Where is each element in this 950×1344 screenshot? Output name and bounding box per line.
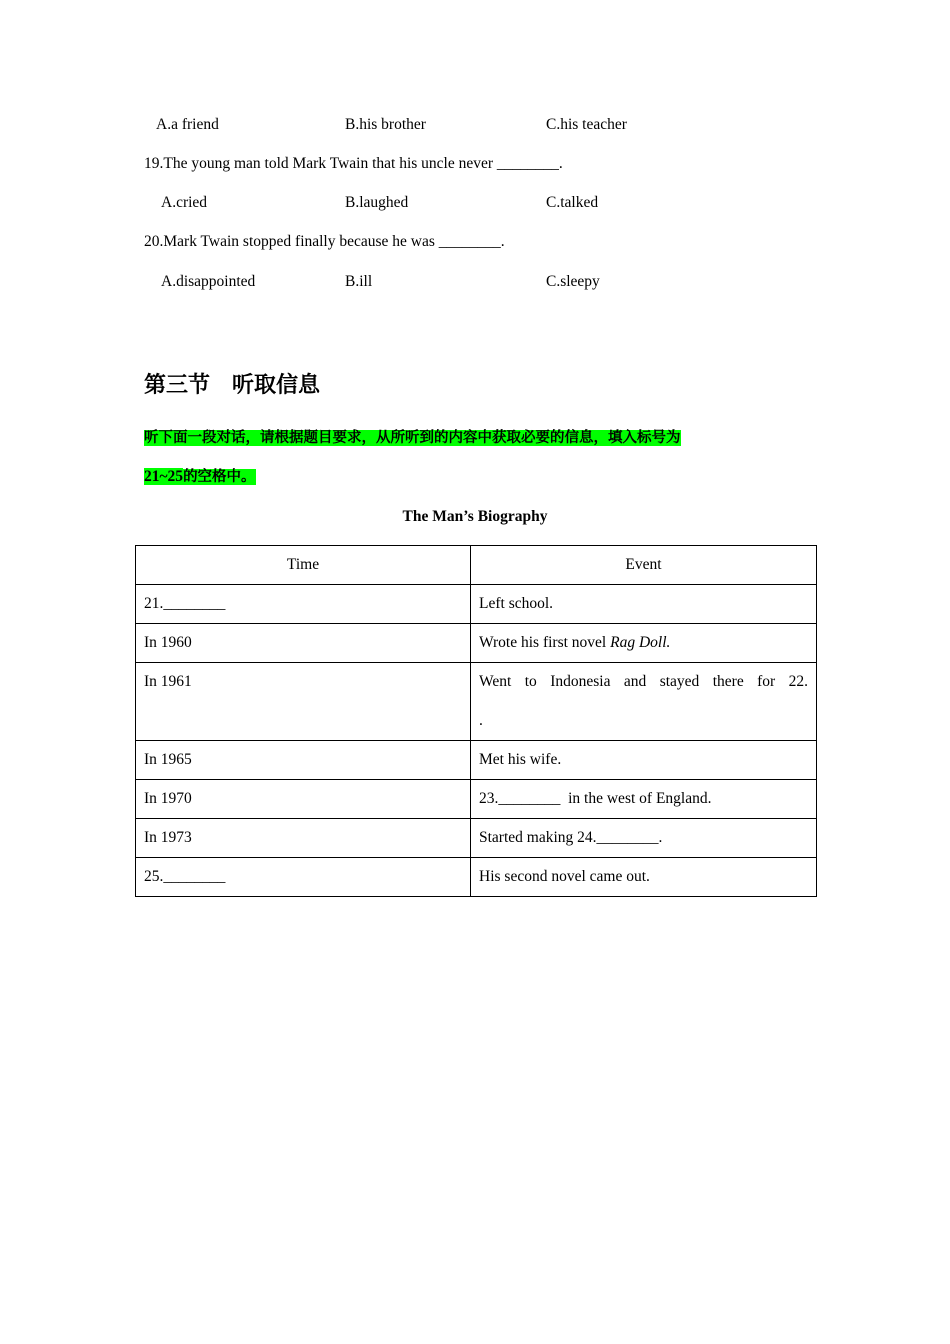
section-heading: 第三节 听取信息 — [144, 373, 321, 398]
table-row — [136, 585, 817, 624]
event-cell — [471, 663, 817, 741]
time-cell: In 1973 — [136, 819, 471, 858]
instruction-line-1-text: 听下面一段对话，请根据题目要求，从所听到的内容中获取必要的信息，填入标号为 — [144, 430, 681, 446]
time-cell: In 1960 — [136, 624, 471, 663]
table-title: The Man’s Biography — [402, 508, 548, 525]
q18-option-a: A.a friend — [156, 116, 219, 133]
table-header-row — [136, 546, 817, 585]
event-cell: 23.________ in the west of England. — [471, 780, 817, 819]
q20-option-a: A.disappointed — [161, 273, 256, 290]
time-cell: In 1961 — [136, 663, 471, 741]
q18-option-c: C.his teacher — [546, 116, 627, 133]
table-row — [136, 858, 817, 897]
event-cell: Met his wife. — [471, 741, 817, 780]
table-row — [136, 780, 817, 819]
event-cell — [471, 624, 817, 663]
table-row — [136, 819, 817, 858]
q19-text: 19.The young man told Mark Twain that his uncle never ________. — [144, 155, 563, 172]
instruction-line-2-text: 的空格中。 — [183, 469, 256, 485]
time-cell: 25.________ — [136, 858, 471, 897]
q20-option-b: B.ill — [345, 273, 373, 290]
table-row — [136, 624, 817, 663]
event-text: Wrote his first novel — [479, 634, 611, 651]
table-row — [136, 741, 817, 780]
biography-table — [135, 545, 817, 897]
event-text-line-1: Went to Indonesia and stayed there for 22. — [479, 673, 808, 690]
header-event: Event — [471, 546, 817, 585]
event-cell: Started making 24.________. — [471, 819, 817, 858]
instruction-line-1 — [144, 427, 681, 449]
q19-option-a: A.cried — [161, 194, 208, 211]
q19-option-c: C.talked — [546, 194, 599, 211]
q19-option-b: B.laughed — [345, 194, 409, 211]
instruction-line-2 — [144, 466, 256, 488]
novel-title: Rag Doll. — [610, 634, 671, 651]
header-time: Time — [136, 546, 471, 585]
event-cell: His second novel came out. — [471, 858, 817, 897]
time-cell: In 1965 — [136, 741, 471, 780]
q18-option-b: B.his brother — [345, 116, 426, 133]
event-cell: Left school. — [471, 585, 817, 624]
instruction-number-range: 21~25 — [144, 468, 184, 485]
table-row — [136, 663, 817, 741]
time-cell: 21.________ — [136, 585, 471, 624]
q20-text: 20.Mark Twain stopped finally because he was ________. — [144, 233, 505, 250]
time-cell: In 1970 — [136, 780, 471, 819]
event-text-line-2: . — [479, 712, 483, 729]
q20-option-c: C.sleepy — [546, 273, 600, 290]
